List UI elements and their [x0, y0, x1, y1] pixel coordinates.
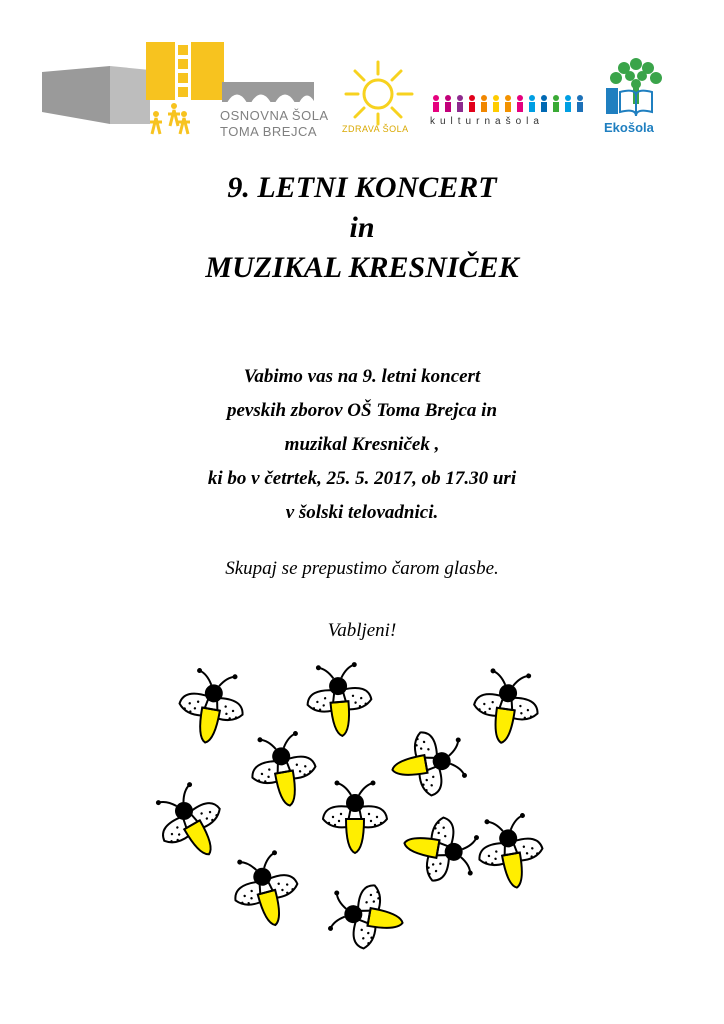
firefly — [473, 811, 549, 894]
invitation-line-5: v šolski telovadnici. — [285, 502, 439, 523]
firefly — [323, 781, 387, 854]
title-line-2: in — [349, 211, 375, 244]
healthy-school-label: ZDRAVA ŠOLA — [342, 124, 409, 134]
eco-tree-book-icon — [602, 54, 670, 120]
sun-icon — [340, 58, 420, 128]
firefly — [246, 729, 322, 812]
fireflies-illustration — [0, 660, 724, 960]
firefly — [326, 879, 409, 955]
school-logo — [42, 42, 329, 142]
culture-school-label: kulturnašola — [430, 116, 544, 127]
eco-school-logo — [602, 54, 670, 138]
people-row-icon — [430, 94, 595, 114]
school-name-line1: OSNOVNA ŠOLA — [220, 108, 329, 123]
logo-row — [0, 36, 724, 146]
healthy-school-logo — [340, 58, 420, 138]
title-line-3: MUZIKAL KRESNIČEK — [205, 251, 519, 284]
tagline: Skupaj se prepustimo čarom glasbe. — [225, 558, 499, 579]
firefly — [387, 726, 470, 802]
firefly — [226, 847, 307, 934]
eco-school-label: Ekošola — [604, 120, 654, 135]
invitation-line-1: Vabimo vas na 9. letni koncert — [243, 366, 481, 387]
school-name-line2: TOMA BREJCA — [220, 124, 318, 139]
welcome-text: Vabljeni! — [327, 620, 397, 641]
invitation-line-3: muzikal Kresniček , — [284, 434, 440, 455]
firefly — [145, 775, 237, 870]
culture-school-logo — [430, 94, 595, 134]
firefly — [469, 666, 542, 747]
invitation-line-2: pevskih zborov OŠ Toma Brejca in — [226, 400, 498, 421]
firefly — [399, 812, 482, 888]
title-line-1: 9. LETNI KONCERT — [227, 171, 497, 204]
firefly — [174, 666, 250, 749]
firefly — [304, 661, 374, 739]
invitation-line-4: ki bo v četrtek, 25. 5. 2017, ob 17.30 uri — [207, 468, 517, 489]
